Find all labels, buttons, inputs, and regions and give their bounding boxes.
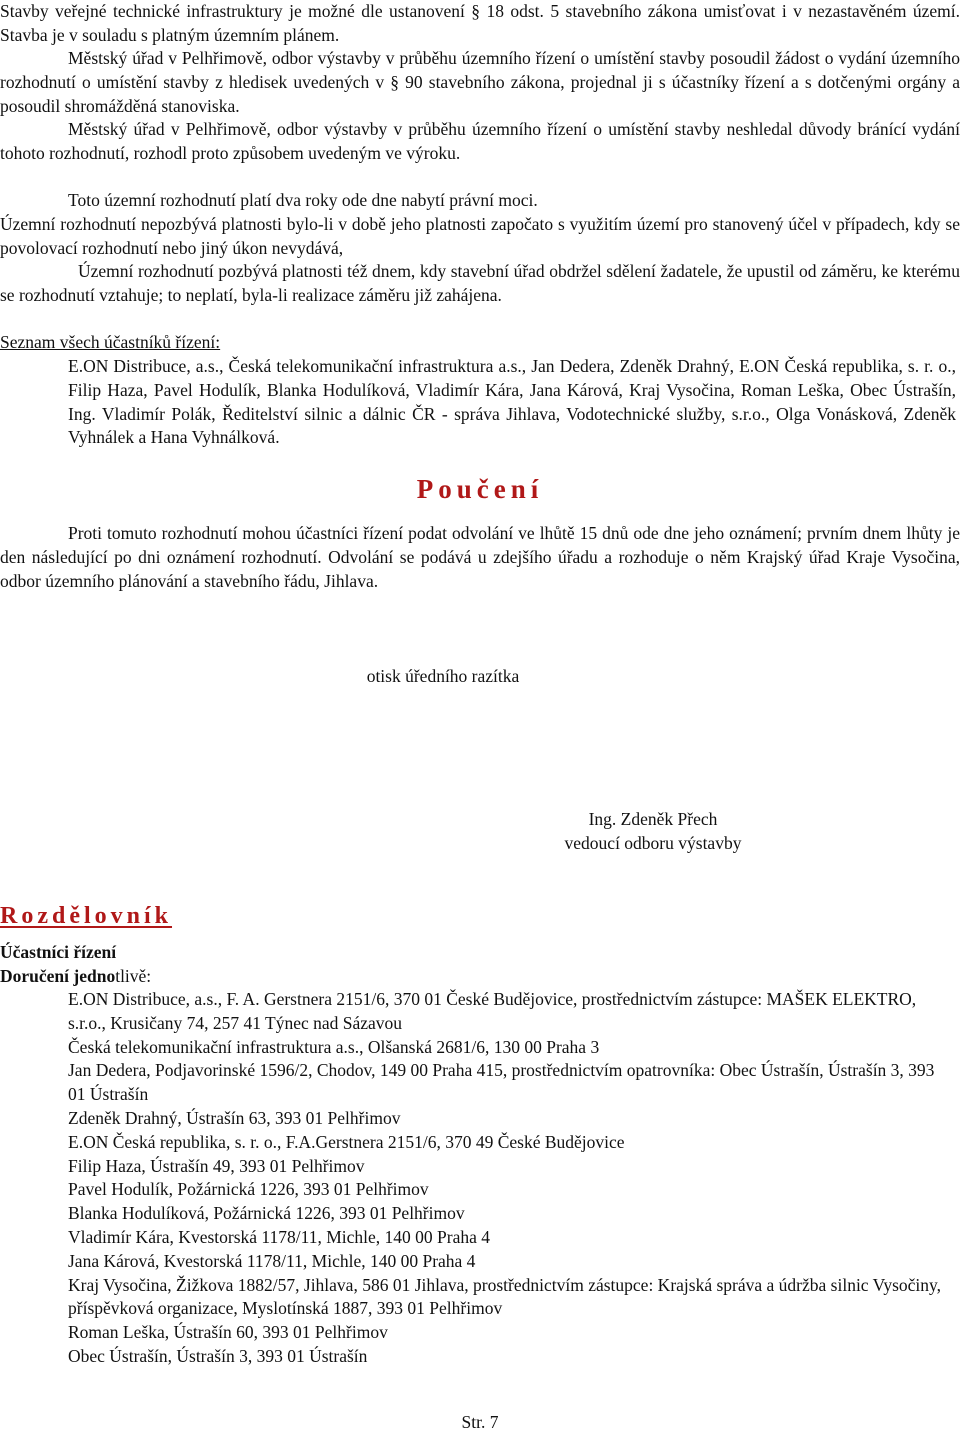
recipient-item: Blanka Hodulíková, Požárnická 1226, 393 01 Pelhřimov — [68, 1203, 465, 1224]
recipient-item: Obec Ústrašín, Ústrašín 3, 393 01 Ústrašín — [68, 1345, 368, 1366]
participants-subheading: Účastníci řízení — [0, 942, 117, 962]
paragraph-not-expire: Územní rozhodnutí nepozbývá platnosti bylo-li v době jeho platnosti započato s využitím území pro stanovený účel v případech, kdy se povolovací rozhodnutí nebo jiný úkon nevydává, — [0, 214, 960, 258]
signatory-role: vedoucí odboru výstavby — [564, 833, 742, 853]
recipient-item: Vladimír Kára, Kvestorská 1178/11, Michle, 140 00 Praha 4 — [68, 1226, 491, 1247]
paragraph-validity: Toto územní rozhodnutí platí dva roky ode dne nabytí právní moci. — [68, 190, 538, 210]
recipient-list — [68, 988, 948, 1369]
paragraph-infrastructure: Stavby veřejné technické infrastruktury je možné dle ustanovení § 18 odst. 5 stavebního zákona umisťovat i v nezastavěném území. Stavba je v souladu s platným územním plánem. — [0, 1, 960, 45]
delivery-label — [0, 965, 151, 989]
page-number: Str. 7 — [461, 1412, 499, 1432]
recipient-item: Česká telekomunikační infrastruktura a.s., Olšanská 2681/6, 130 00 Praha 3 — [68, 1036, 600, 1057]
signatory-name: Ing. Zdeněk Přech — [588, 809, 718, 829]
delivery-label-rest: tlivě: — [115, 966, 152, 986]
delivery-label-bold: Doručení jedno — [0, 966, 116, 986]
recipient-item: Jana Kárová, Kvestorská 1178/11, Michle, 140 00 Praha 4 — [68, 1250, 476, 1271]
recipient-item: Filip Haza, Ústrašín 49, 393 01 Pelhřimov — [68, 1155, 365, 1176]
recipient-item: Zdeněk Drahný, Ústrašín 63, 393 01 Pelhřimov — [68, 1107, 401, 1128]
recipient-item: Pavel Hodulík, Požárnická 1226, 393 01 Pelhřimov — [68, 1179, 429, 1200]
stamp-label: otisk úředního razítka — [366, 666, 520, 686]
rozdelovnik-heading: Rozdělovník — [0, 903, 173, 929]
paragraph-expire: Územní rozhodnutí pozbývá platnosti též dnem, kdy stavební úřad obdržel sdělení žadatele, že upustil od záměru, ke kterému se rozhodnutí vztahuje; to neplatí, byla-li realizace záměru již zahájena. — [0, 261, 960, 305]
pouceni-text: Proti tomuto rozhodnutí mohou účastníci řízení podat odvolání ve lhůtě 15 dnů ode dne jeho oznámení; prvním dnem lhůty je den následující po dni oznámení rozhodnutí. Odvolání se podává u zdejšího úřadu a rozhoduje o něm Krajský úřad Kraje Vysočina, odbor územního plánování a stavebního řádu, Jihlava. — [0, 523, 960, 591]
pouceni-heading: Poučení — [416, 474, 544, 504]
recipient-item: Roman Leška, Ústrašín 60, 393 01 Pelhřimov — [68, 1322, 388, 1343]
participants-heading: Seznam všech účastníků řízení: — [0, 332, 221, 352]
participants-list: E.ON Distribuce, a.s., Česká telekomunikační infrastruktura a.s., Jan Dedera, Zdeněk Drahný, E.ON Česká republika, s. r. o., Filip Haza, Pavel Hodulík, Blanka Hodulíková, Vladimír Kára, Jana Kárová, Kraj Vysočina, Roman Leška, Obec Ústrašín, Ing. Vladimír Polák, Ředitelství silnic a dálnic ČR - správa Jihlava, Vodotechnické služby, s.r.o., Olga Vonásková, Zdeněk Vyhnálek a Hana Vyhnálková. — [68, 356, 956, 448]
recipient-item: Kraj Vysočina, Žižkova 1882/57, Jihlava, 586 01 Jihlava, prostřednictvím zástupce: Krajská správa a údržba silnic Vysočiny, příspěvková organizace, Myslotínská 1887, 393 01 Pelhřimov — [68, 1274, 942, 1319]
paragraph-no-obstacles: Městský úřad v Pelhřimově, odbor výstavby v průběhu územního řízení o umístění stavby neshledal důvody bránící vydání tohoto rozhodnutí, rozhodl proto způsobem uvedeným ve výroku. — [0, 119, 960, 163]
recipient-item: E.ON Distribuce, a.s., F. A. Gerstnera 2151/6, 370 01 České Budějovice, prostřednictvím zástupce: MAŠEK ELEKTRO, s.r.o., Krusičany 74, 257 41 Týnec nad Sázavou — [68, 989, 917, 1033]
recipient-item: E.ON Česká republika, s. r. o., F.A.Gerstnera 2151/6, 370 49 České Budějovice — [68, 1131, 625, 1152]
paragraph-assessment: Městský úřad v Pelhřimově, odbor výstavby v průběhu územního řízení o umístění stavby posoudil žádost o vydání územního rozhodnutí o umístění stavby z hledisek uvedených v § 90 stavebního zákona, projednal ji s účastníky řízení a s dotčenými orgány a posoudil shromážděná stanoviska. — [0, 48, 960, 116]
recipient-item: Jan Dedera, Podjavorinské 1596/2, Chodov, 149 00 Praha 415, prostřednictvím opatrovníka: Obec Ústrašín, Ústrašín 3, 393 01 Ústrašín — [68, 1060, 935, 1105]
